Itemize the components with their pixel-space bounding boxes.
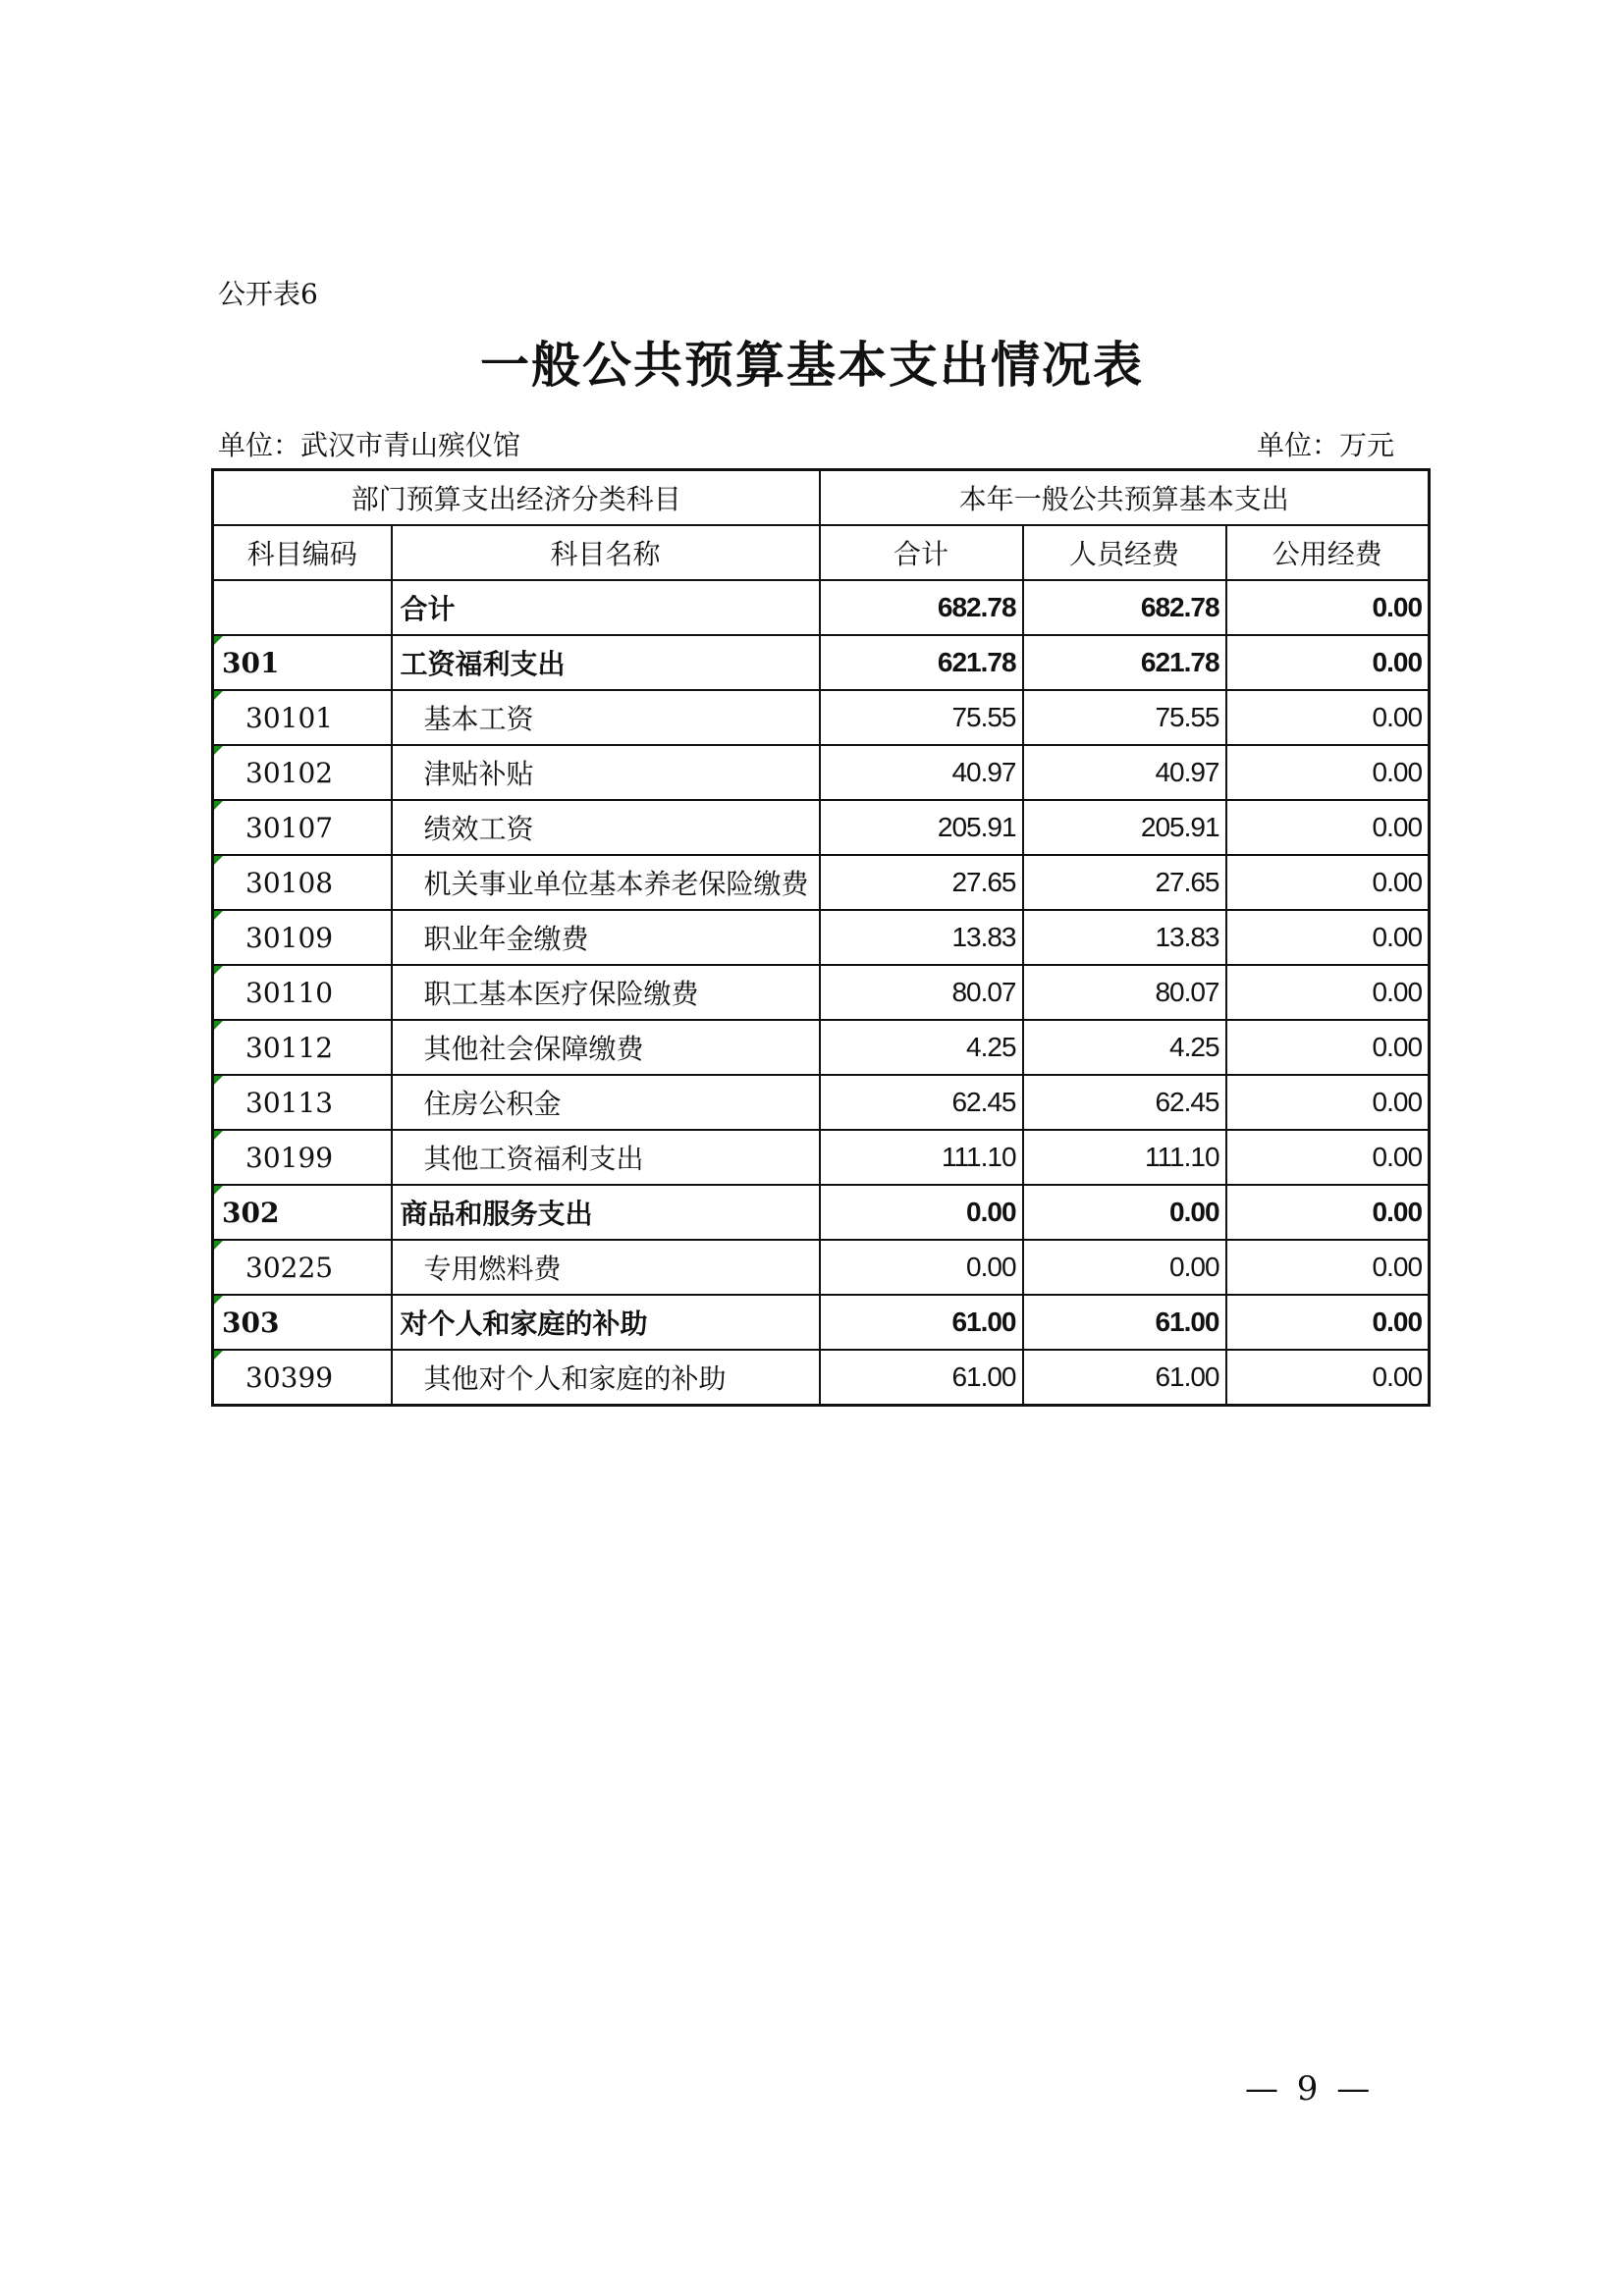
personnel-cell: 61.00 — [1023, 1350, 1226, 1406]
personnel-cell: 621.78 — [1023, 635, 1226, 690]
page-title: 一般公共预算基本支出情况表 — [480, 337, 1144, 394]
code-cell: 30108 — [213, 855, 392, 910]
code-cell: 30225 — [213, 1240, 392, 1295]
total-cell: 0.00 — [820, 1240, 1023, 1295]
code-cell: 30113 — [213, 1075, 392, 1130]
header-total: 合计 — [820, 525, 1023, 580]
total-cell: 62.45 — [820, 1075, 1023, 1130]
public-cell: 0.00 — [1226, 1240, 1430, 1295]
code-cell: 30112 — [213, 1020, 392, 1075]
name-cell: 其他工资福利支出 — [392, 1130, 820, 1185]
name-cell: 工资福利支出 — [392, 635, 820, 690]
code-cell: 30199 — [213, 1130, 392, 1185]
table-row — [213, 745, 1430, 800]
name-cell: 职业年金缴费 — [392, 910, 820, 965]
header-name: 科目名称 — [392, 525, 820, 580]
public-cell: 0.00 — [1226, 1130, 1430, 1185]
unit-organization: 单位：武汉市青山殡仪馆 — [218, 429, 521, 461]
personnel-cell: 4.25 — [1023, 1020, 1226, 1075]
code-cell: 30102 — [213, 745, 392, 800]
public-cell: 0.00 — [1226, 1295, 1430, 1350]
personnel-cell: 40.97 — [1023, 745, 1226, 800]
public-cell: 0.00 — [1226, 745, 1430, 800]
header-group-left: 部门预算支出经济分类科目 — [213, 470, 820, 526]
total-personnel-cell: 682.78 — [1023, 580, 1226, 635]
header-public: 公用经费 — [1226, 525, 1430, 580]
code-cell: 30107 — [213, 800, 392, 855]
total-cell: 75.55 — [820, 690, 1023, 745]
table-row — [213, 1075, 1430, 1130]
name-cell: 津贴补贴 — [392, 745, 820, 800]
public-cell: 0.00 — [1226, 635, 1430, 690]
table-row — [213, 800, 1430, 855]
name-cell: 绩效工资 — [392, 800, 820, 855]
personnel-cell: 27.65 — [1023, 855, 1226, 910]
table-row — [213, 690, 1430, 745]
personnel-cell: 0.00 — [1023, 1185, 1226, 1240]
page-number: — 9 — — [1245, 2069, 1375, 2109]
name-cell: 其他社会保障缴费 — [392, 1020, 820, 1075]
total-cell: 4.25 — [820, 1020, 1023, 1075]
name-cell: 专用燃料费 — [392, 1240, 820, 1295]
public-cell: 0.00 — [1226, 690, 1430, 745]
public-cell: 0.00 — [1226, 1020, 1430, 1075]
total-name-cell: 合计 — [392, 580, 820, 635]
name-cell: 住房公积金 — [392, 1075, 820, 1130]
personnel-cell: 205.91 — [1023, 800, 1226, 855]
form-number: 公开表6 — [218, 278, 318, 310]
header-group-right: 本年一般公共预算基本支出 — [820, 470, 1430, 526]
public-cell: 0.00 — [1226, 800, 1430, 855]
code-cell: 30399 — [213, 1350, 392, 1406]
header-code: 科目编码 — [213, 525, 392, 580]
public-cell: 0.00 — [1226, 1185, 1430, 1240]
table-row — [213, 1350, 1430, 1406]
code-cell: 30109 — [213, 910, 392, 965]
name-cell: 职工基本医疗保险缴费 — [392, 965, 820, 1020]
name-cell: 基本工资 — [392, 690, 820, 745]
total-cell: 205.91 — [820, 800, 1023, 855]
header-row-group — [213, 470, 1430, 526]
table-row — [213, 910, 1430, 965]
total-public-cell: 0.00 — [1226, 580, 1430, 635]
public-cell: 0.00 — [1226, 965, 1430, 1020]
header-row-columns — [213, 525, 1430, 580]
code-cell: 302 — [213, 1185, 392, 1240]
total-cell: 0.00 — [820, 1185, 1023, 1240]
total-cell: 27.65 — [820, 855, 1023, 910]
total-cell: 80.07 — [820, 965, 1023, 1020]
table-row — [213, 1020, 1430, 1075]
header-personnel: 人员经费 — [1023, 525, 1226, 580]
name-cell: 机关事业单位基本养老保险缴费 — [392, 855, 820, 910]
personnel-cell: 13.83 — [1023, 910, 1226, 965]
table-row — [213, 1130, 1430, 1185]
total-cell: 61.00 — [820, 1295, 1023, 1350]
public-cell: 0.00 — [1226, 910, 1430, 965]
code-cell: 301 — [213, 635, 392, 690]
code-cell: 30110 — [213, 965, 392, 1020]
table-row — [213, 855, 1430, 910]
total-cell: 13.83 — [820, 910, 1023, 965]
total-code-cell — [213, 580, 392, 635]
table-row — [213, 635, 1430, 690]
unit-currency: 单位：万元 — [1256, 429, 1394, 461]
public-cell: 0.00 — [1226, 1075, 1430, 1130]
total-cell: 111.10 — [820, 1130, 1023, 1185]
personnel-cell: 62.45 — [1023, 1075, 1226, 1130]
name-cell: 对个人和家庭的补助 — [392, 1295, 820, 1350]
code-cell: 30101 — [213, 690, 392, 745]
name-cell: 其他对个人和家庭的补助 — [392, 1350, 820, 1406]
budget-table — [211, 468, 1431, 1407]
code-cell: 303 — [213, 1295, 392, 1350]
personnel-cell: 61.00 — [1023, 1295, 1226, 1350]
total-cell: 61.00 — [820, 1350, 1023, 1406]
name-cell: 商品和服务支出 — [392, 1185, 820, 1240]
personnel-cell: 0.00 — [1023, 1240, 1226, 1295]
total-cell: 40.97 — [820, 745, 1023, 800]
personnel-cell: 75.55 — [1023, 690, 1226, 745]
public-cell: 0.00 — [1226, 855, 1430, 910]
personnel-cell: 111.10 — [1023, 1130, 1226, 1185]
table-row — [213, 1185, 1430, 1240]
total-total-cell: 682.78 — [820, 580, 1023, 635]
table-row — [213, 1240, 1430, 1295]
public-cell: 0.00 — [1226, 1350, 1430, 1406]
personnel-cell: 80.07 — [1023, 965, 1226, 1020]
table-row — [213, 965, 1430, 1020]
table-row — [213, 1295, 1430, 1350]
total-cell: 621.78 — [820, 635, 1023, 690]
total-row — [213, 580, 1430, 635]
